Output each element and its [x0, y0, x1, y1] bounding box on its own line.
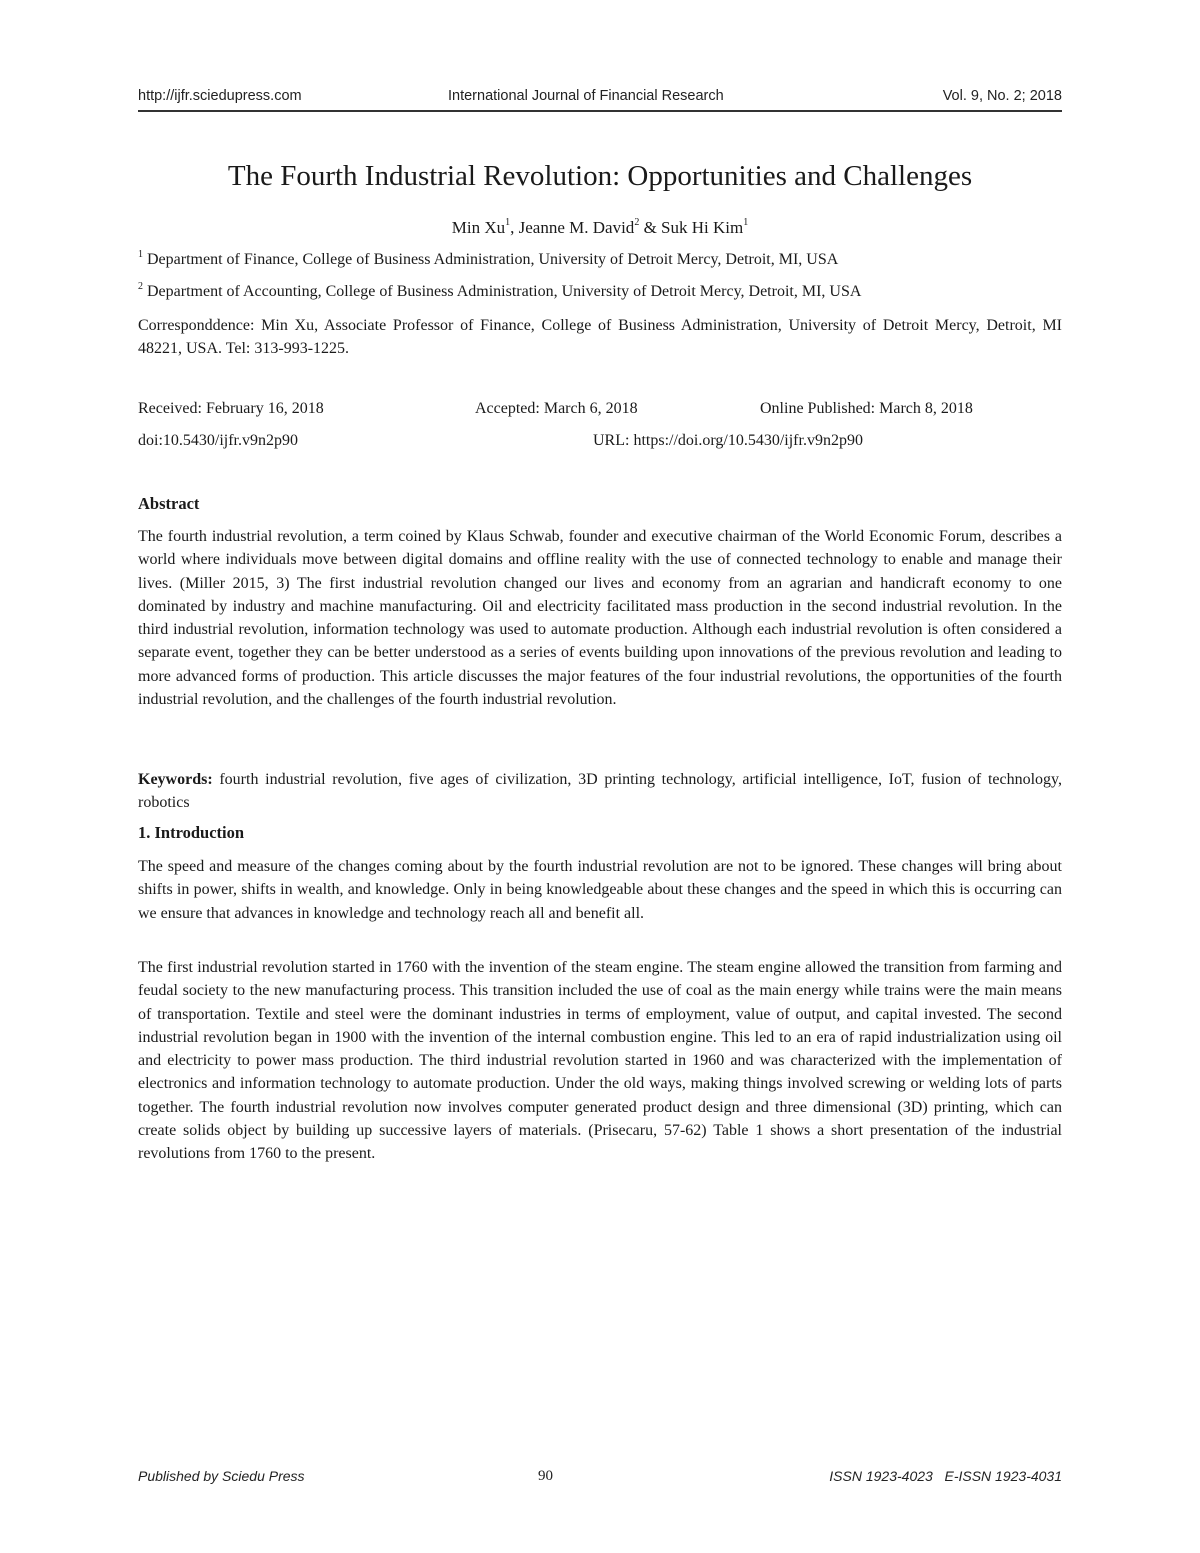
introduction-paragraph: The first industrial revolution started in 1760 with the invention of the steam engine. The steam engine allowed the transition from farming and feudal society to the new manufacturing process. This transition included the use of coal as the main energy while trains were the main means of transportation. Textile and steel were the dominant industries in terms of employment, value of output, and capital invested. The second industrial revolution began in 1900 with the invention of the internal combustion engine. This led to an era of rapid industrialization using oil and electricity to power mass production. The third industrial revolution started in 1960 and was characterized with the implementation of electronics and information technology to automate production. Under the old ways, making things involved screwing or welding lots of parts together. The fourth industrial revolution now involves computer generated product design and three dimensional (3D) printing, which can create solids object by building up successive layers of materials. (Prisecaru, 57-62) Table 1 shows a short presentation of the industrial revolutions from 1760 to the present. — [138, 959, 1062, 1163]
affiliation — [138, 248, 1062, 269]
abstract-heading: Abstract — [138, 494, 200, 513]
page-footer — [138, 1468, 1062, 1488]
author-name: Jeanne M. David — [518, 218, 635, 237]
received-date: Received: February 16, 2018 — [138, 400, 324, 417]
header-divider — [138, 110, 1062, 112]
correspondence: Corresponddence: Min Xu, Associate Professor of Finance, College of Business Administration, University of Detroit Mercy, Detroit, MI 48221, USA. Tel: 313-993-1225. — [138, 317, 1062, 357]
keywords — [138, 768, 1062, 815]
author-affiliation-marker: 2 — [634, 217, 640, 229]
introduction-heading: 1. Introduction — [138, 823, 245, 842]
online-published-date: Online Published: March 8, 2018 — [760, 400, 973, 417]
author-name: Suk Hi Kim — [661, 218, 744, 237]
author-separator: , — [510, 218, 519, 237]
page-number: 90 — [538, 1468, 553, 1484]
volume-info: Vol. 9, No. 2; 2018 — [942, 88, 1062, 104]
identifiers — [138, 432, 1062, 454]
author-affiliation-marker: 1 — [505, 217, 511, 229]
author-separator: & — [639, 218, 662, 237]
publisher: Published by Sciedu Press — [138, 1468, 305, 1484]
paper-title: The Fourth Industrial Revolution: Opportunities and Challenges — [227, 160, 973, 192]
doi-link[interactable]: doi:10.5430/ijfr.v9n2p90 — [138, 432, 298, 449]
journal-name: International Journal of Financial Research — [448, 88, 724, 104]
keywords-label: Keywords: — [138, 771, 213, 788]
affiliation-text: Department of Finance, College of Business Administration, University of Detroit Mercy, Detroit, MI, USA — [147, 251, 839, 268]
abstract-text: The fourth industrial revolution, a term coined by Klaus Schwab, founder and executive chairman of the World Economic Forum, describes a world where individuals move between digital domains and offline reality with the use of connected technology to enable and manage their lives. (Miller 2015, 3) The first industrial revolution changed our lives and economy from an agrarian and handicraft economy to one dominated by industry and machine manufacturing. Oil and electricity facilitated mass production in the second industrial revolution. In the third industrial revolution, information technology was used to automate production. Although each industrial revolution is often considered a separate event, together they can be better understood as a series of events building upon innovations of the previous revolution and leading to more advanced forms of production. This article discusses the major features of the four industrial revolutions, the opportunities of the fourth industrial revolution, and the challenges of the fourth industrial revolution. — [138, 528, 1062, 709]
journal-url-link[interactable]: http://ijfr.sciedupress.com — [138, 88, 302, 104]
affiliation — [138, 280, 1062, 301]
publication-dates — [138, 400, 1062, 422]
keywords-text: fourth industrial revolution, five ages of civilization, 3D printing technology, artificial intelligence, IoT, fusion of technology, robotics — [138, 771, 1062, 812]
doi-url-link[interactable]: URL: https://doi.org/10.5430/ijfr.v9n2p90 — [593, 432, 863, 449]
introduction-paragraph: The speed and measure of the changes coming about by the fourth industrial revolution are not to be ignored. These changes will bring about shifts in power, shifts in wealth, and knowledge. Only in being knowledgeable about these changes and the speed in which this is occurring can we ensure that advances in knowledge and technology reach all and benefit all. — [138, 858, 1062, 922]
issn: ISSN 1923-4023 E-ISSN 1923-4031 — [829, 1468, 1062, 1484]
accepted-date: Accepted: March 6, 2018 — [475, 400, 638, 417]
affiliation-marker: 1 — [138, 248, 143, 260]
author-list — [138, 218, 1062, 238]
paper-page — [138, 0, 1062, 1553]
running-header — [138, 88, 1062, 110]
author-affiliation-marker: 1 — [743, 217, 749, 229]
affiliation-marker: 2 — [138, 280, 143, 292]
affiliation-text: Department of Accounting, College of Business Administration, University of Detroit Mercy, Detroit, MI, USA — [147, 283, 862, 300]
author-name: Min Xu — [451, 218, 506, 237]
